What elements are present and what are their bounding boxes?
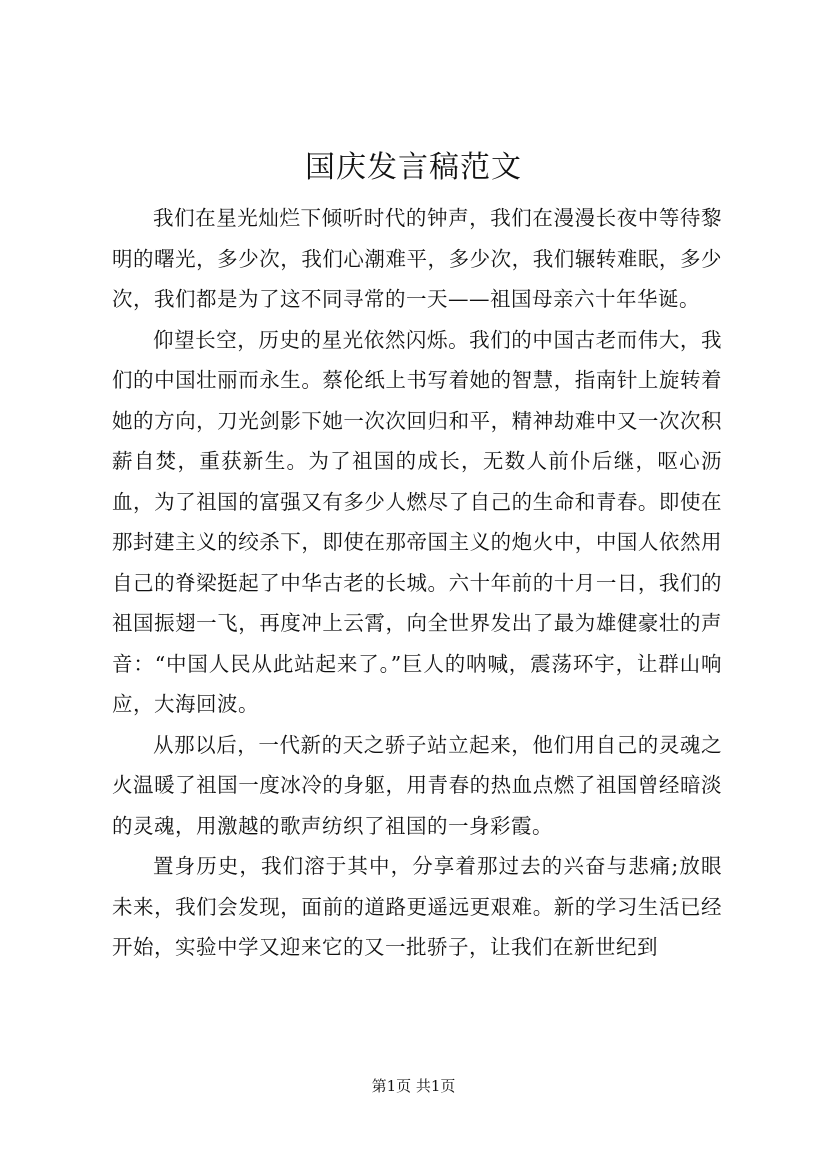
document-body	[112, 198, 722, 968]
paragraph: 仰望长空，历史的星光依然闪烁。我们的中国古老而伟大，我们的中国壮丽而永生。蔡伦纸上书写着她的智慧，指南针上旋转着她的方向，刀光剑影下她一次次回归和平，精神劫难中又一次次积薪自焚，重获新生。为了祖国的成长，无数人前仆后继，呕心沥血，为了祖国的富强又有多少人燃尽了自己的生命和青春。即使在那封建主义的绞杀下，即使在那帝国主义的炮火中，中国人依然用自己的脊梁挺起了中华古老的长城。六十年前的十月一日，我们的祖国振翅一飞，再度冲上云霄，向全世界发出了最为雄健豪壮的声音：“中国人民从此站起来了。”巨人的呐喊，震荡环宇，让群山响应，大海回波。	[112, 327, 722, 716]
page-number-footer: 第1页 共1页	[371, 1077, 456, 1095]
paragraph: 我们在星光灿烂下倾听时代的钟声，我们在漫漫长夜中等待黎明的曙光，多少次，我们心潮难平，多少次，我们辗转难眠，多少次，我们都是为了这不同寻常的一天——祖国母亲六十年华诞。	[112, 206, 722, 311]
paragraph: 从那以后，一代新的天之骄子站立起来，他们用自己的灵魂之火温暖了祖国一度冰冷的身躯，用青春的热血点燃了祖国曾经暗淡的灵魂，用激越的歌声纺织了祖国的一身彩霞。	[112, 732, 722, 838]
paragraph: 置身历史，我们溶于其中，分享着那过去的兴奋与悲痛;放眼未来，我们会发现，面前的道路更遥远更艰难。新的学习生活已经开始，实验中学又迎来它的又一批骄子，让我们在新世纪到	[112, 854, 722, 959]
document-title: 国庆发言稿范文	[305, 150, 522, 185]
